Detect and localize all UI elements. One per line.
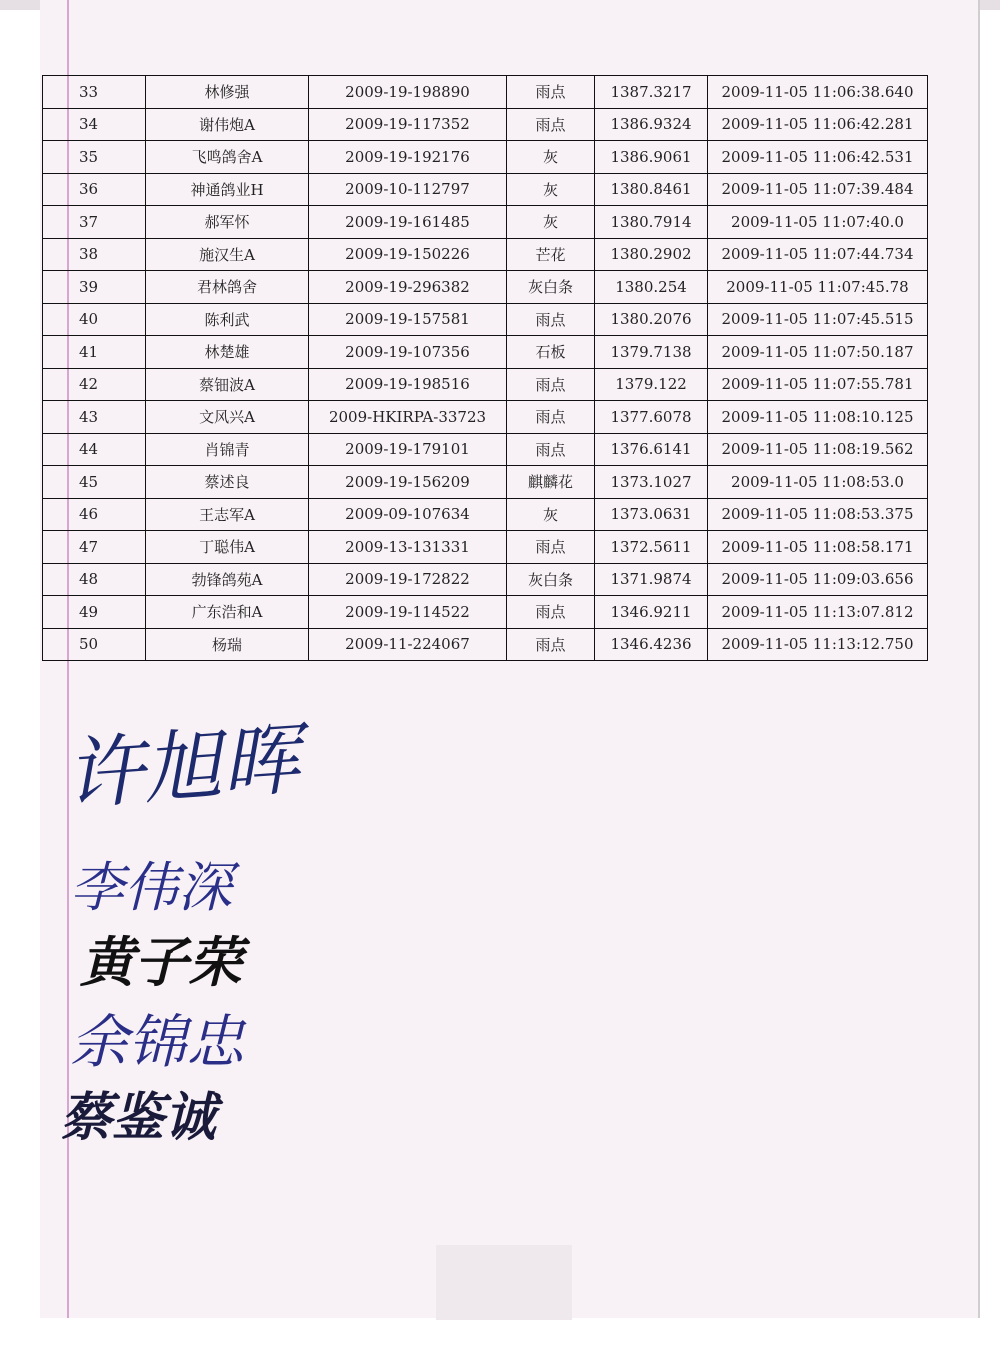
row-number-cell: 36 (43, 173, 146, 206)
row-number-cell: 35 (43, 141, 146, 174)
owner-name-cell: 丁聪伟A (146, 531, 309, 564)
speed-cell: 1371.9874 (595, 563, 708, 596)
ring-number-cell: 2009-19-114522 (309, 596, 507, 629)
results-table-body (43, 76, 928, 661)
row-number-cell: 34 (43, 108, 146, 141)
signature-4: 余锦忠 (70, 1008, 245, 1076)
row-number-cell: 44 (43, 433, 146, 466)
signature-5: 蔡鉴诚 (60, 1087, 217, 1148)
owner-name-cell: 君林鸽舍 (146, 271, 309, 304)
table-row (43, 108, 928, 141)
table-row (43, 141, 928, 174)
row-number-cell: 42 (43, 368, 146, 401)
ring-number-cell: 2009-19-107356 (309, 336, 507, 369)
arrival-time-cell: 2009-11-05 11:07:50.187 (708, 336, 928, 369)
row-number-cell: 37 (43, 206, 146, 239)
arrival-time-cell: 2009-11-05 11:06:42.281 (708, 108, 928, 141)
speed-cell: 1386.9061 (595, 141, 708, 174)
table-row (43, 433, 928, 466)
ring-number-cell: 2009-19-156209 (309, 466, 507, 499)
ring-number-cell: 2009-19-179101 (309, 433, 507, 466)
arrival-time-cell: 2009-11-05 11:07:45.515 (708, 303, 928, 336)
feather-color-cell: 雨点 (507, 433, 595, 466)
owner-name-cell: 飞鸣鸽舍A (146, 141, 309, 174)
feather-color-cell: 雨点 (507, 368, 595, 401)
ring-number-cell: 2009-19-192176 (309, 141, 507, 174)
speed-cell: 1346.4236 (595, 628, 708, 661)
table-row (43, 173, 928, 206)
arrival-time-cell: 2009-11-05 11:13:12.750 (708, 628, 928, 661)
row-number-cell: 48 (43, 563, 146, 596)
speed-cell: 1380.2902 (595, 238, 708, 271)
feather-color-cell: 雨点 (507, 108, 595, 141)
feather-color-cell: 雨点 (507, 401, 595, 434)
arrival-time-cell: 2009-11-05 11:06:42.531 (708, 141, 928, 174)
table-row (43, 303, 928, 336)
results-table (42, 75, 928, 661)
ring-number-cell: 2009-19-150226 (309, 238, 507, 271)
ring-number-cell: 2009-09-107634 (309, 498, 507, 531)
arrival-time-cell: 2009-11-05 11:07:55.781 (708, 368, 928, 401)
arrival-time-cell: 2009-11-05 11:09:03.656 (708, 563, 928, 596)
signature-2: 李伟深 (70, 856, 232, 919)
owner-name-cell: 林楚雄 (146, 336, 309, 369)
table-row (43, 271, 928, 304)
ring-number-cell: 2009-19-157581 (309, 303, 507, 336)
feather-color-cell: 麒麟花 (507, 466, 595, 499)
feather-color-cell: 石板 (507, 336, 595, 369)
feather-color-cell: 灰 (507, 498, 595, 531)
ring-number-cell: 2009-13-131331 (309, 531, 507, 564)
arrival-time-cell: 2009-11-05 11:08:53.375 (708, 498, 928, 531)
bottom-stamp-area (436, 1245, 572, 1320)
owner-name-cell: 蔡钿波A (146, 368, 309, 401)
ring-number-cell: 2009-19-161485 (309, 206, 507, 239)
row-number-cell: 41 (43, 336, 146, 369)
feather-color-cell: 灰白条 (507, 563, 595, 596)
ring-number-cell: 2009-11-224067 (309, 628, 507, 661)
arrival-time-cell: 2009-11-05 11:06:38.640 (708, 76, 928, 109)
owner-name-cell: 施汉生A (146, 238, 309, 271)
table-row (43, 336, 928, 369)
table-row (43, 466, 928, 499)
speed-cell: 1346.9211 (595, 596, 708, 629)
feather-color-cell: 灰 (507, 141, 595, 174)
owner-name-cell: 陈利武 (146, 303, 309, 336)
owner-name-cell: 林修强 (146, 76, 309, 109)
table-row (43, 401, 928, 434)
owner-name-cell: 王志军A (146, 498, 309, 531)
table-row (43, 238, 928, 271)
owner-name-cell: 郝军怀 (146, 206, 309, 239)
speed-cell: 1373.1027 (595, 466, 708, 499)
row-number-cell: 45 (43, 466, 146, 499)
speed-cell: 1379.122 (595, 368, 708, 401)
feather-color-cell: 灰 (507, 173, 595, 206)
feather-color-cell: 灰 (507, 206, 595, 239)
feather-color-cell: 灰白条 (507, 271, 595, 304)
arrival-time-cell: 2009-11-05 11:13:07.812 (708, 596, 928, 629)
table-row (43, 368, 928, 401)
results-table-container (42, 75, 928, 661)
feather-color-cell: 雨点 (507, 596, 595, 629)
owner-name-cell: 肖锦青 (146, 433, 309, 466)
arrival-time-cell: 2009-11-05 11:08:10.125 (708, 401, 928, 434)
row-number-cell: 49 (43, 596, 146, 629)
ring-number-cell: 2009-19-198890 (309, 76, 507, 109)
arrival-time-cell: 2009-11-05 11:07:44.734 (708, 238, 928, 271)
table-row (43, 596, 928, 629)
table-row (43, 76, 928, 109)
feather-color-cell: 雨点 (507, 531, 595, 564)
speed-cell: 1380.7914 (595, 206, 708, 239)
row-number-cell: 50 (43, 628, 146, 661)
table-row (43, 498, 928, 531)
table-row (43, 206, 928, 239)
speed-cell: 1379.7138 (595, 336, 708, 369)
ring-number-cell: 2009-19-172822 (309, 563, 507, 596)
ring-number-cell: 2009-19-117352 (309, 108, 507, 141)
ring-number-cell: 2009-19-296382 (309, 271, 507, 304)
owner-name-cell: 勃锋鸽苑A (146, 563, 309, 596)
owner-name-cell: 杨瑞 (146, 628, 309, 661)
arrival-time-cell: 2009-11-05 11:08:19.562 (708, 433, 928, 466)
row-number-cell: 43 (43, 401, 146, 434)
feather-color-cell: 雨点 (507, 76, 595, 109)
owner-name-cell: 文风兴A (146, 401, 309, 434)
row-number-cell: 47 (43, 531, 146, 564)
ring-number-cell: 2009-19-198516 (309, 368, 507, 401)
arrival-time-cell: 2009-11-05 11:07:45.78 (708, 271, 928, 304)
row-number-cell: 38 (43, 238, 146, 271)
row-number-cell: 39 (43, 271, 146, 304)
owner-name-cell: 广东浩和A (146, 596, 309, 629)
speed-cell: 1387.3217 (595, 76, 708, 109)
speed-cell: 1380.254 (595, 271, 708, 304)
arrival-time-cell: 2009-11-05 11:08:58.171 (708, 531, 928, 564)
arrival-time-cell: 2009-11-05 11:08:53.0 (708, 466, 928, 499)
speed-cell: 1386.9324 (595, 108, 708, 141)
ring-number-cell: 2009-10-112797 (309, 173, 507, 206)
owner-name-cell: 谢伟炮A (146, 108, 309, 141)
signature-3: 黄子荣 (80, 930, 242, 994)
owner-name-cell: 神通鸽业H (146, 173, 309, 206)
table-row (43, 563, 928, 596)
speed-cell: 1376.6141 (595, 433, 708, 466)
owner-name-cell: 蔡述良 (146, 466, 309, 499)
row-number-cell: 33 (43, 76, 146, 109)
speed-cell: 1372.5611 (595, 531, 708, 564)
feather-color-cell: 雨点 (507, 303, 595, 336)
row-number-cell: 46 (43, 498, 146, 531)
row-number-cell: 40 (43, 303, 146, 336)
feather-color-cell: 芒花 (507, 238, 595, 271)
speed-cell: 1377.6078 (595, 401, 708, 434)
signature-1: 许旭晖 (62, 714, 303, 822)
table-row (43, 628, 928, 661)
ring-number-cell: 2009-HKIRPA-33723 (309, 401, 507, 434)
speed-cell: 1380.2076 (595, 303, 708, 336)
speed-cell: 1380.8461 (595, 173, 708, 206)
speed-cell: 1373.0631 (595, 498, 708, 531)
arrival-time-cell: 2009-11-05 11:07:40.0 (708, 206, 928, 239)
arrival-time-cell: 2009-11-05 11:07:39.484 (708, 173, 928, 206)
table-row (43, 531, 928, 564)
paper-right-edge (978, 0, 980, 1318)
feather-color-cell: 雨点 (507, 628, 595, 661)
